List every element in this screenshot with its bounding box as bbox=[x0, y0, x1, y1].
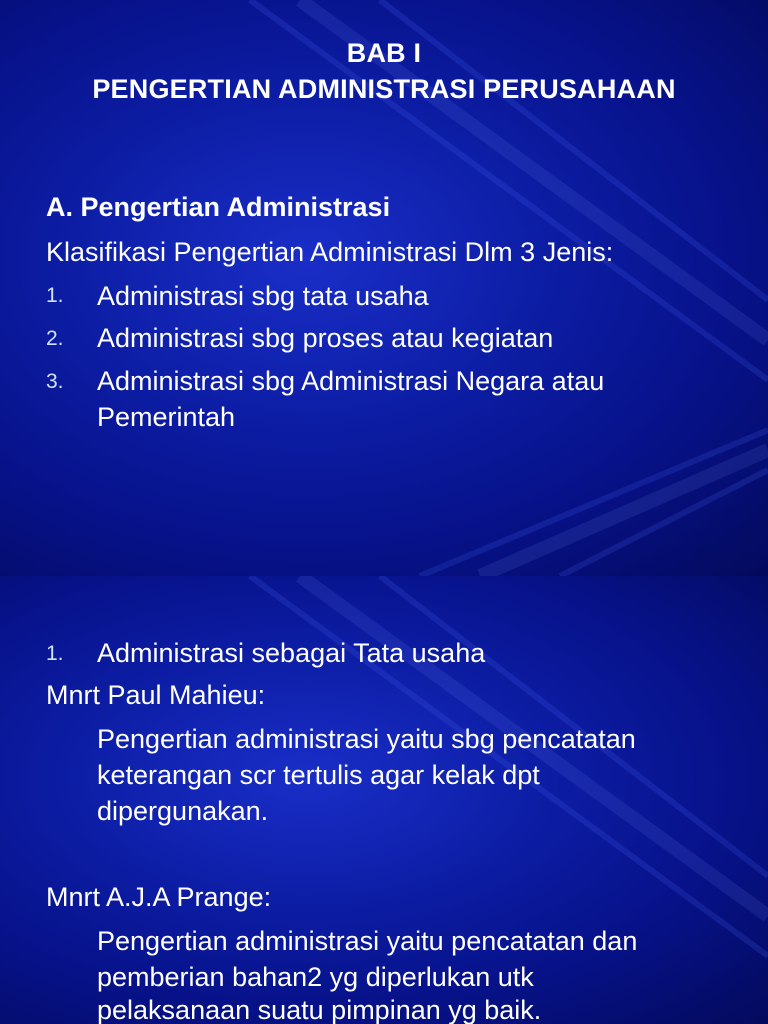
intro-text: Klasifikasi Pengertian Administrasi Dlm 3 Jenis: bbox=[46, 237, 614, 267]
list-number: 1. bbox=[46, 642, 64, 665]
list-item: Administrasi sbg proses atau kegiatan bbox=[97, 323, 554, 353]
slide-title-line-1: BAB I bbox=[346, 38, 422, 68]
quote-source: Mnrt Paul Mahieu: bbox=[46, 680, 266, 710]
quote-line: Pengertian administrasi yaitu pencatatan dan bbox=[97, 926, 638, 956]
quote-source: Mnrt A.J.A Prange: bbox=[46, 882, 272, 912]
list-item-line-1: Administrasi sbg Administrasi Negara atau bbox=[97, 366, 605, 396]
slide-title-line-2: PENGERTIAN ADMINISTRASI PERUSAHAAN bbox=[92, 74, 676, 104]
quote-line: pelaksanaan suatu pimpinan yg baik. bbox=[97, 995, 542, 1024]
list-number: 1. bbox=[46, 284, 64, 307]
quote-line: Pengertian administrasi yaitu sbg pencatatan bbox=[97, 724, 636, 754]
list-item: Administrasi sebagai Tata usaha bbox=[97, 638, 486, 668]
quote-line: keterangan scr tertulis agar kelak dpt bbox=[97, 760, 540, 790]
quote-line: dipergunakan. bbox=[97, 796, 269, 826]
section-heading: A. Pengertian Administrasi bbox=[46, 192, 391, 222]
list-item-line-2: Pemerintah bbox=[97, 402, 236, 432]
quote-line: pemberian bahan2 yg diperlukan utk bbox=[97, 962, 534, 992]
list-number: 3. bbox=[46, 370, 64, 393]
list-item: Administrasi sbg tata usaha bbox=[97, 281, 429, 311]
slide-2 bbox=[0, 576, 768, 1024]
list-number: 2. bbox=[46, 327, 64, 350]
